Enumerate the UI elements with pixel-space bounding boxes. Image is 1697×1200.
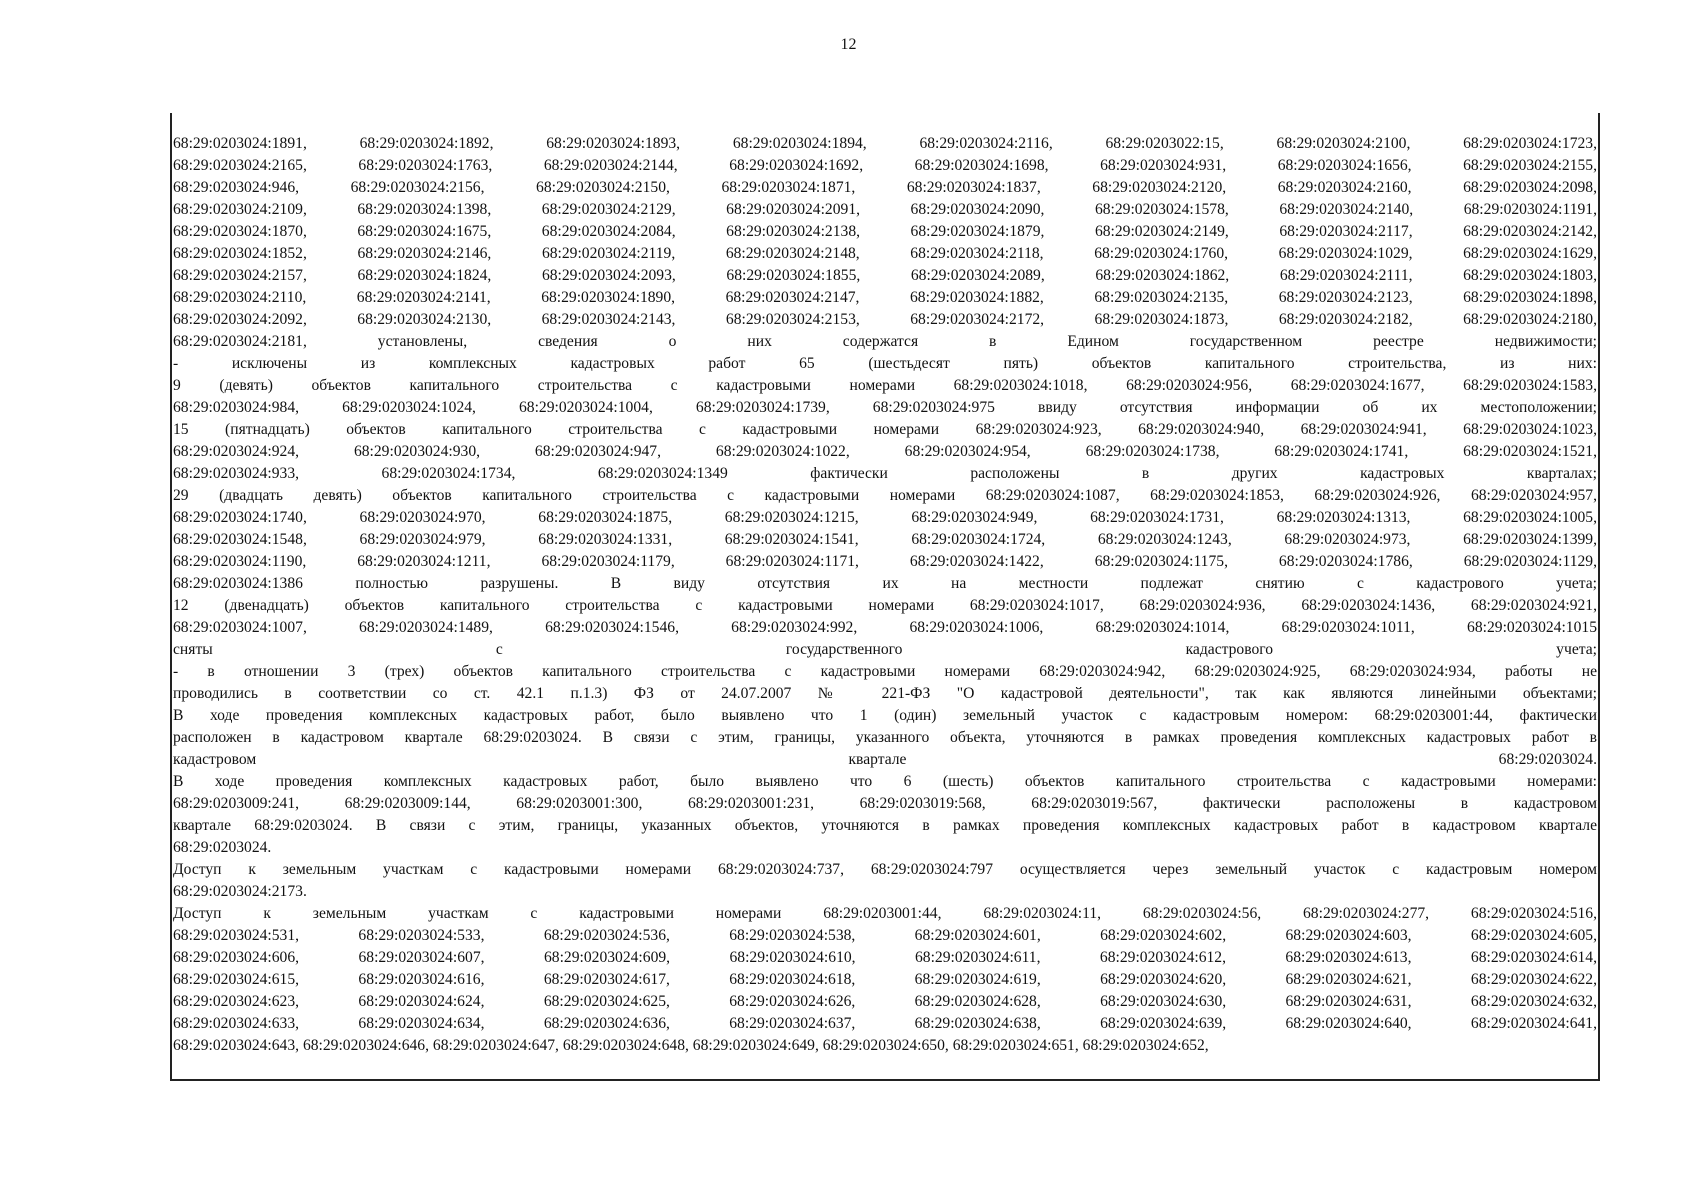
- text-line: кадастровом квартале 68:29:0203024.: [173, 751, 1597, 768]
- text-line: 68:29:0203024:1386 полностью разрушены. В виду отсутствия их на местности подлежат снятию с кадастрового учета;: [173, 575, 1597, 592]
- page-number: 12: [840, 36, 857, 53]
- text-line: проводились в соответствии со ст. 42.1 п.1.3) ФЗ от 24.07.2007 № 221-ФЗ "О кадастровой деятельности", так как являются линейными объектами;: [173, 685, 1597, 702]
- text-line: 68:29:0203024:2092, 68:29:0203024:2130, 68:29:0203024:2143, 68:29:0203024:2153, 68:29:0203024:2172, 68:29:0203024:1873, 68:29:0203024:2182, 68:29:0203024:2180,: [173, 311, 1597, 328]
- text-line: 68:29:0203024:933, 68:29:0203024:1734, 68:29:0203024:1349 фактически расположены в других кадастровых кварталах;: [173, 465, 1597, 482]
- text-line: 68:29:0203024:946, 68:29:0203024:2156, 68:29:0203024:2150, 68:29:0203024:1871, 68:29:0203024:1837, 68:29:0203024:2120, 68:29:0203024:2160, 68:29:0203024:2098,: [173, 179, 1597, 196]
- text-line: расположен в кадастровом квартале 68:29:0203024. В связи с этим, границы, указанного объекта, уточняются в рамках проведения комплексных кадастровых работ в: [173, 729, 1597, 746]
- text-line: 68:29:0203024:1007, 68:29:0203024:1489, 68:29:0203024:1546, 68:29:0203024:992, 68:29:0203024:1006, 68:29:0203024:1014, 68:29:0203024:1011, 68:29:0203024:1015: [173, 619, 1597, 636]
- text-line: В ходе проведения комплексных кадастровых работ, было выявлено что 6 (шесть) объектов капитального строительства с кадастровыми номерами:: [173, 773, 1597, 790]
- text-line: 68:29:0203024:1852, 68:29:0203024:2146, 68:29:0203024:2119, 68:29:0203024:2148, 68:29:0203024:2118, 68:29:0203024:1760, 68:29:0203024:1029, 68:29:0203024:1629,: [173, 245, 1597, 262]
- text-line: В ходе проведения комплексных кадастровых работ, было выявлено что 1 (один) земельный участок с кадастровым номером: 68:29:0203001:44, фактически: [173, 707, 1597, 724]
- text-line: 29 (двадцать девять) объектов капитального строительства с кадастровыми номерами 68:29:0203024:1087, 68:29:0203024:1853, 68:29:0203024:926, 68:29:0203024:957,: [173, 487, 1597, 504]
- text-line: - в отношении 3 (трех) объектов капитального строительства с кадастровыми номерами 68:29:0203024:942, 68:29:0203024:925, 68:29:0203024:934, работы не: [173, 663, 1597, 680]
- text-line: 68:29:0203024:984, 68:29:0203024:1024, 68:29:0203024:1004, 68:29:0203024:1739, 68:29:0203024:975 ввиду отсутствия информации об их местоположении;: [173, 399, 1597, 416]
- text-line: 68:29:0203024:1190, 68:29:0203024:1211, 68:29:0203024:1179, 68:29:0203024:1171, 68:29:0203024:1422, 68:29:0203024:1175, 68:29:0203024:1786, 68:29:0203024:1129,: [173, 553, 1597, 570]
- text-line: 68:29:0203024:615, 68:29:0203024:616, 68:29:0203024:617, 68:29:0203024:618, 68:29:0203024:619, 68:29:0203024:620, 68:29:0203024:621, 68:29:0203024:622,: [173, 971, 1597, 988]
- text-line: 68:29:0203024:2165, 68:29:0203024:1763, 68:29:0203024:2144, 68:29:0203024:1692, 68:29:0203024:1698, 68:29:0203024:931, 68:29:0203024:1656, 68:29:0203024:2155,: [173, 157, 1597, 174]
- text-line: 68:29:0203024.: [173, 839, 272, 856]
- text-line: 68:29:0203024:606, 68:29:0203024:607, 68:29:0203024:609, 68:29:0203024:610, 68:29:0203024:611, 68:29:0203024:612, 68:29:0203024:613, 68:29:0203024:614,: [173, 949, 1597, 966]
- text-line: 68:29:0203024:2181, установлены, сведения о них содержатся в Едином государственном реестре недвижимости;: [173, 333, 1597, 350]
- text-line: 68:29:0203024:2157, 68:29:0203024:1824, 68:29:0203024:2093, 68:29:0203024:1855, 68:29:0203024:2089, 68:29:0203024:1862, 68:29:0203024:2111, 68:29:0203024:1803,: [173, 267, 1597, 284]
- text-line: 12 (двенадцать) объектов капитального строительства с кадастровыми номерами 68:29:0203024:1017, 68:29:0203024:936, 68:29:0203024:1436, 68:29:0203024:921,: [173, 597, 1597, 614]
- text-line: Доступ к земельным участкам с кадастровыми номерами 68:29:0203001:44, 68:29:0203024:11, 68:29:0203024:56, 68:29:0203024:277, 68:29:0203024:516,: [173, 905, 1597, 922]
- text-line: - исключены из комплексных кадастровых работ 65 (шестьдесят пять) объектов капитального строительства, из них:: [173, 355, 1597, 372]
- text-line: 9 (девять) объектов капитального строительства с кадастровыми номерами 68:29:0203024:1018, 68:29:0203024:956, 68:29:0203024:1677, 68:29:0203024:1583,: [173, 377, 1597, 394]
- text-line: Доступ к земельным участкам с кадастровыми номерами 68:29:0203024:737, 68:29:0203024:797 осуществляется через земельный участок с кадастровым номером: [173, 861, 1597, 878]
- document-text: [173, 133, 1597, 1057]
- text-line: 68:29:0203024:1740, 68:29:0203024:970, 68:29:0203024:1875, 68:29:0203024:1215, 68:29:0203024:949, 68:29:0203024:1731, 68:29:0203024:1313, 68:29:0203024:1005,: [173, 509, 1597, 526]
- text-line: 68:29:0203024:1870, 68:29:0203024:1675, 68:29:0203024:2084, 68:29:0203024:2138, 68:29:0203024:1879, 68:29:0203024:2149, 68:29:0203024:2117, 68:29:0203024:2142,: [173, 223, 1597, 240]
- text-line: 68:29:0203024:633, 68:29:0203024:634, 68:29:0203024:636, 68:29:0203024:637, 68:29:0203024:638, 68:29:0203024:639, 68:29:0203024:640, 68:29:0203024:641,: [173, 1015, 1597, 1032]
- text-line: сняты с государственного кадастрового учета;: [173, 641, 1597, 658]
- text-line: 68:29:0203024:1891, 68:29:0203024:1892, 68:29:0203024:1893, 68:29:0203024:1894, 68:29:0203024:2116, 68:29:0203022:15, 68:29:0203024:2100, 68:29:0203024:1723,: [173, 135, 1597, 152]
- text-line: 68:29:0203024:924, 68:29:0203024:930, 68:29:0203024:947, 68:29:0203024:1022, 68:29:0203024:954, 68:29:0203024:1738, 68:29:0203024:1741, 68:29:0203024:1521,: [173, 443, 1597, 460]
- text-line: 68:29:0203024:2110, 68:29:0203024:2141, 68:29:0203024:1890, 68:29:0203024:2147, 68:29:0203024:1882, 68:29:0203024:2135, 68:29:0203024:2123, 68:29:0203024:1898,: [173, 289, 1597, 306]
- text-line: 68:29:0203009:241, 68:29:0203009:144, 68:29:0203001:300, 68:29:0203001:231, 68:29:0203019:568, 68:29:0203019:567, фактически расположены в кадастровом: [173, 795, 1597, 812]
- text-line: квартале 68:29:0203024. В связи с этим, границы, указанных объектов, уточняются в рамках проведения комплексных кадастровых работ в кадастровом квартале: [173, 817, 1597, 834]
- text-line: 68:29:0203024:531, 68:29:0203024:533, 68:29:0203024:536, 68:29:0203024:538, 68:29:0203024:601, 68:29:0203024:602, 68:29:0203024:603, 68:29:0203024:605,: [173, 927, 1597, 944]
- text-line: 68:29:0203024:623, 68:29:0203024:624, 68:29:0203024:625, 68:29:0203024:626, 68:29:0203024:628, 68:29:0203024:630, 68:29:0203024:631, 68:29:0203024:632,: [173, 993, 1597, 1010]
- text-line: 68:29:0203024:2173.: [173, 883, 307, 900]
- text-line: 68:29:0203024:2109, 68:29:0203024:1398, 68:29:0203024:2129, 68:29:0203024:2091, 68:29:0203024:2090, 68:29:0203024:1578, 68:29:0203024:2140, 68:29:0203024:1191,: [173, 201, 1597, 218]
- text-line: 68:29:0203024:643, 68:29:0203024:646, 68:29:0203024:647, 68:29:0203024:648, 68:29:0203024:649, 68:29:0203024:650, 68:29:0203024:651, 68:29:0203024:652,: [173, 1037, 1209, 1054]
- text-line: 68:29:0203024:1548, 68:29:0203024:979, 68:29:0203024:1331, 68:29:0203024:1541, 68:29:0203024:1724, 68:29:0203024:1243, 68:29:0203024:973, 68:29:0203024:1399,: [173, 531, 1597, 548]
- text-line: 15 (пятнадцать) объектов капитального строительства с кадастровыми номерами 68:29:0203024:923, 68:29:0203024:940, 68:29:0203024:941, 68:29:0203024:1023,: [173, 421, 1597, 438]
